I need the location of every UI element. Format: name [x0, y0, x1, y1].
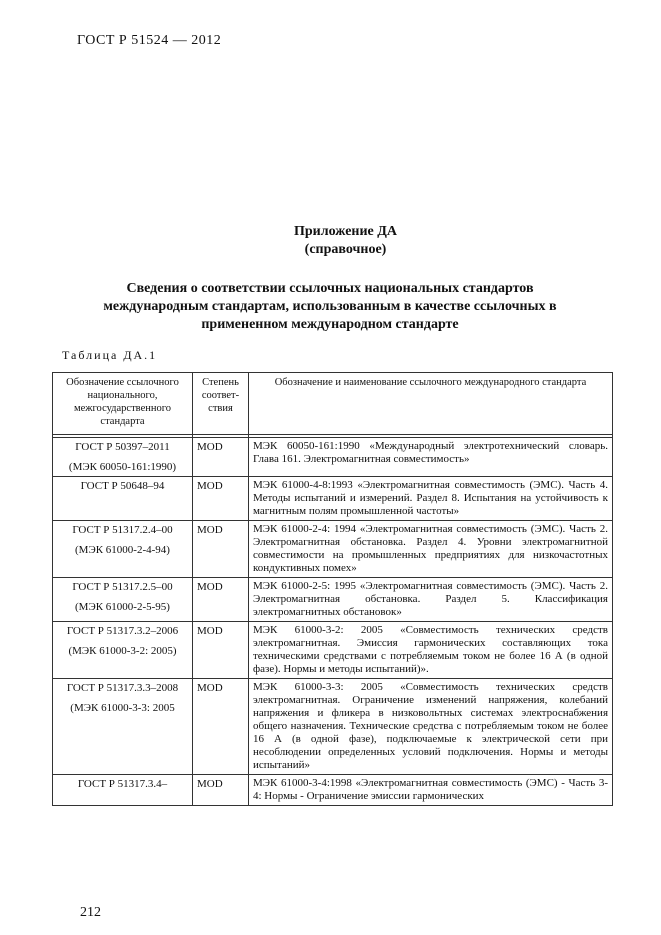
appendix-title: Приложение ДА [293, 224, 398, 239]
national-standard-cell [53, 477, 193, 521]
caption-line: примененном международном стандарте [201, 317, 459, 332]
national-standard-code: ГОСТ Р 50648–94 [80, 480, 165, 492]
degree-cell: MOD [193, 679, 249, 775]
table-row [53, 578, 613, 622]
degree-cell: MOD [193, 521, 249, 578]
national-standard-cell [53, 438, 193, 477]
international-standard-cell: МЭК 61000-3-3: 2005 «Совместимость технических средств электромагнитная. Ограничение изменений напряжения, колебаний напряжения и фликера в низковольтных системах электроснабжения общего назначения. Технические средства с потребляемым током не более 16 А (в одной фазе), подключаемые к электрической сети при несоблюдении определенных условий подключения. Нормы и методы испытаний» [249, 679, 613, 775]
table-label: Таблица ДА.1 [62, 348, 158, 362]
equivalent-reference: (МЭК 61000-2-4-94) [75, 544, 170, 556]
international-standard-cell: МЭК 60050-161:1990 «Международный электротехнический словарь. Глава 161. Электромагнитная совместимость» [249, 438, 613, 477]
equivalent-reference: (МЭК 61000-3-3: 2005 [70, 702, 175, 714]
header-international-standard: Обозначение и наименование ссылочного международного стандарта [249, 373, 613, 435]
header-degree: Степень соответ-ствия [193, 373, 249, 435]
appendix-caption [70, 280, 590, 334]
table-row [53, 438, 613, 477]
national-standard-cell [53, 622, 193, 679]
national-standard-code: ГОСТ Р 50397–2011 [75, 441, 170, 453]
international-standard-cell: МЭК 61000-3-2: 2005 «Совместимость технических средств электромагнитная. Эмиссия гармонических составляющих тока техническими средствами с потребляемым током не более 16 А (в одной фазе). Нормы и методы испытаний)». [249, 622, 613, 679]
national-standard-cell [53, 679, 193, 775]
table-row [53, 775, 613, 806]
table-header-row [53, 373, 613, 435]
appendix-subtitle: (справочное) [304, 242, 387, 257]
national-standard-code: ГОСТ Р 51317.3.3–2008 [66, 682, 179, 694]
caption-line: международным стандартам, использованным в качестве ссылочных в [103, 299, 557, 314]
national-standard-cell [53, 578, 193, 622]
international-standard-cell: МЭК 61000-4-8:1993 «Электромагнитная совместимость (ЭМС). Часть 4. Методы испытаний и измерений. Раздел 8. Испытания на устойчивость к магнитным полям промышленной частоты» [249, 477, 613, 521]
equivalent-reference: (МЭК 61000-3-2: 2005) [68, 645, 177, 657]
national-standard-code: ГОСТ Р 51317.2.5–00 [72, 581, 173, 593]
degree-cell: MOD [193, 775, 249, 806]
page-number: 212 [80, 905, 101, 920]
degree-cell: MOD [193, 622, 249, 679]
correspondence-table [52, 372, 613, 806]
caption-line: Сведения о соответствии ссылочных национальных стандартов [126, 281, 534, 296]
international-standard-cell: МЭК 61000-2-4: 1994 «Электромагнитная совместимость (ЭМС). Часть 2. Электромагнитная обстановка. Раздел 4. Уровни электромагнитной совместимости на промышленных предприятиях для низкочастотных кондуктивных помех» [249, 521, 613, 578]
table-row [53, 622, 613, 679]
document-code-header: ГОСТ Р 51524 — 2012 [77, 33, 222, 48]
table-row [53, 679, 613, 775]
equivalent-reference: (МЭК 60050-161:1990) [68, 461, 177, 473]
degree-cell: MOD [193, 578, 249, 622]
national-standard-cell [53, 775, 193, 806]
national-standard-code: ГОСТ Р 51317.2.4–00 [72, 524, 173, 536]
header-national-standard: Обозначение ссылочного национального, межгосударственного стандарта [53, 373, 193, 435]
national-standard-code: ГОСТ Р 51317.3.4– [77, 778, 168, 790]
national-standard-cell [53, 521, 193, 578]
national-standard-code: ГОСТ Р 51317.3.2–2006 [66, 625, 179, 637]
table-row [53, 521, 613, 578]
equivalent-reference: (МЭК 61000-2-5-95) [75, 601, 170, 613]
table-row [53, 477, 613, 521]
international-standard-cell: МЭК 61000-2-5: 1995 «Электромагнитная совместимость (ЭМС). Часть 2. Электромагнитная обстановка. Раздел 5. Классификация электромагнитных обстановок» [249, 578, 613, 622]
international-standard-cell: МЭК 61000-3-4:1998 «Электромагнитная совместимость (ЭМС) - Часть 3-4: Нормы - Ограничение эмиссии гармонических [249, 775, 613, 806]
degree-cell: MOD [193, 438, 249, 477]
degree-cell: MOD [193, 477, 249, 521]
